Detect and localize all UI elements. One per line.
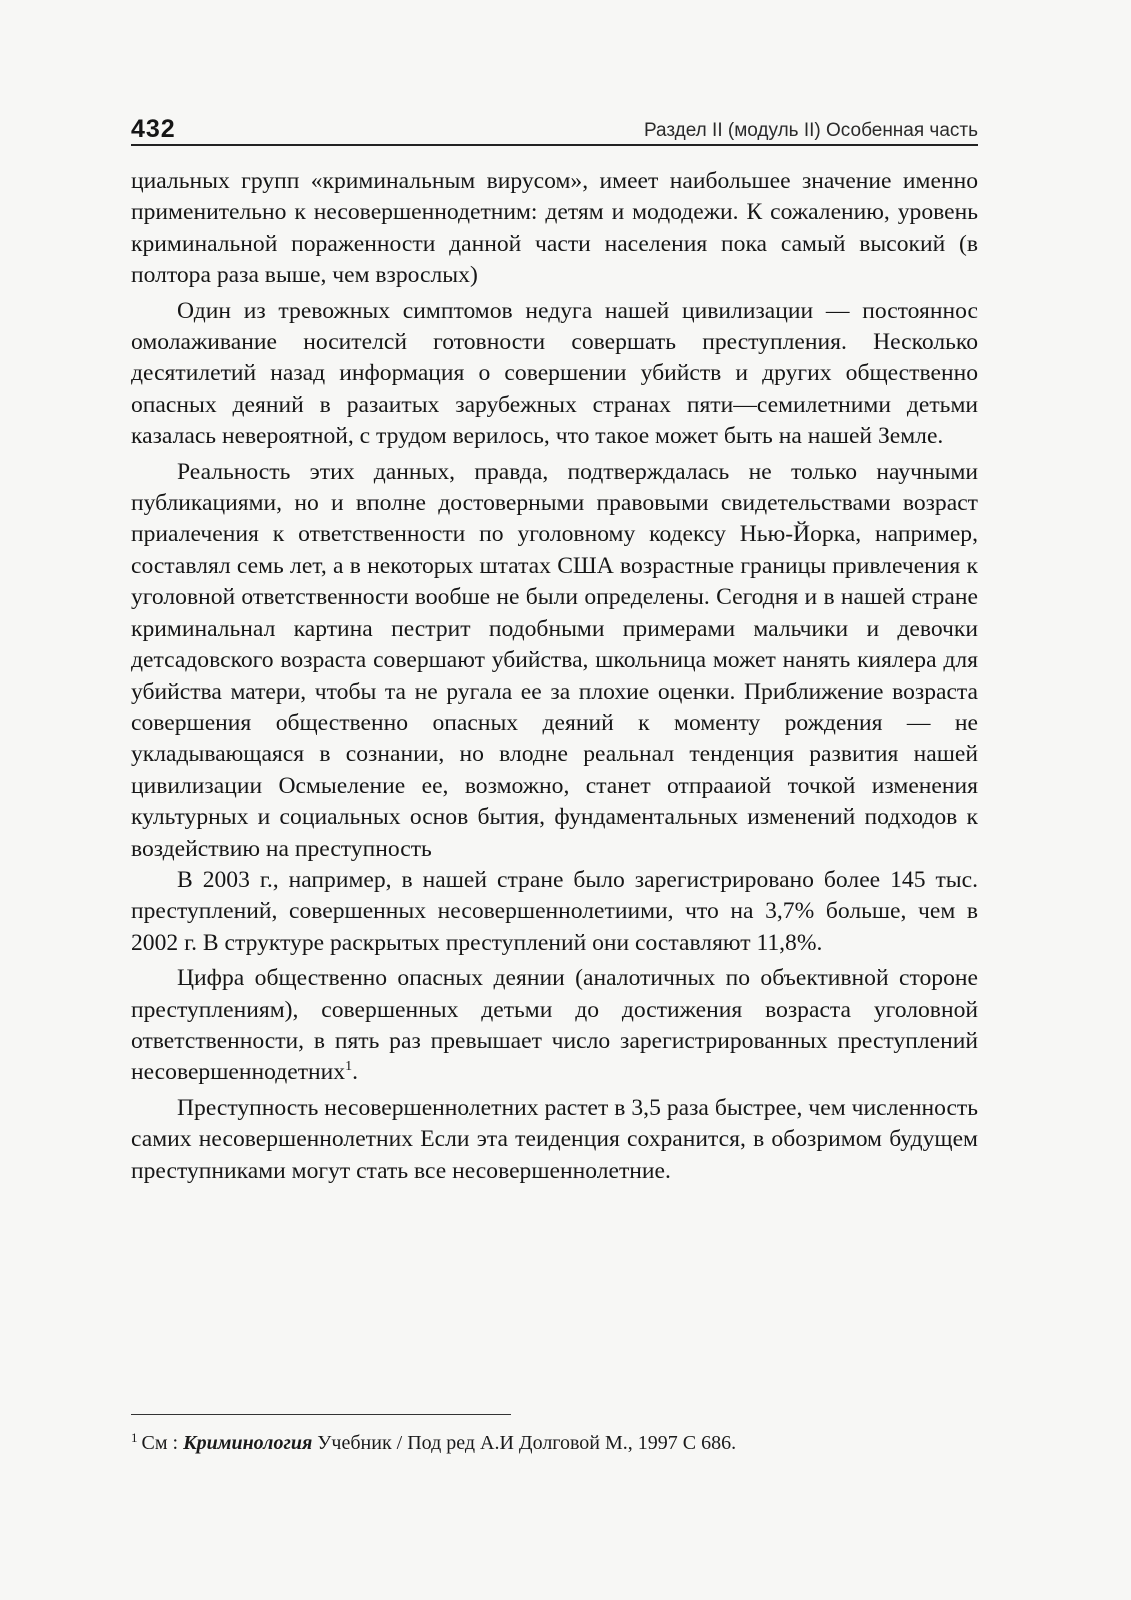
paragraph-6: Преступность несовершеннолетних растет в 3,5 раза быстрее, чем численность самих несовершеннолетних Если эта теиденция сохранится, в обозримом будущем преступниками могут стать все несовершеннолетние. [131, 1094, 978, 1184]
footnote-citation: Учебник / Под ред А.И Долговой М., 1997 С 686. [312, 1432, 737, 1454]
paragraph-4: В 2003 г., например, в нашей стране было зарегистрировано более 145 тыс. преступлений, совершенных несовершеннолетиими, что на 3,7% больше, чем в 2002 г. В структуре раскрытых преступлений они составляют 11,8%. [131, 866, 978, 956]
paragraph-1: циальных групп «криминальным вирусом», имеет наибольшее значение именно применительно к несовершеннодетним: детям и мододежи. К сожалению, уровень криминальной пораженности данной части населения пока самый высокий (в полтора раза выше, чем взрослых) [131, 168, 978, 289]
section-title: Раздел II (модуль II) Особенная часть [643, 120, 978, 141]
footnote-prefix: См : [141, 1432, 179, 1454]
footnote-mark: 1 [131, 1430, 138, 1445]
page [131, 112, 978, 1187]
running-head [131, 112, 978, 146]
footnote [131, 1431, 978, 1455]
paragraph-5: Цифра общественно опасных деянии (аналотичных по объективной стороне преступлениям), совершенных детьми до достижения возраста уголовной ответственности, в пять раз превышает число зарегистрированных преступлений несовершеннодетних$^1$. [131, 965, 978, 1086]
footnote-divider [131, 1414, 511, 1415]
page-number: 432 [131, 115, 176, 143]
paragraph-2: Один из тревожных симптомов недуга нашей цивилизации — постояннос омолаживание носителсй готовности совершать преступления. Несколько десятилетий назад информация о совершении убийств и других общественно опасных деяний в разаитых зарубежных странах пяти—семилетними детьми казалась невероятной, с трудом верилось, что такое может быть на нашей Земле. [131, 297, 978, 450]
paragraph-3: Реальность этих данных, правда, подтверждалась не только научными публикациями, но и вполне достоверными правовыми свидетельствами возраст приалечения к ответственности по уголовному кодексу Нью-Йорка, например, составлял семь лет, а в некоторых штатах США возрастные границы привлечения к уголовной ответственности вообше не были определены. Сегодня и в нашей стране криминальнал картина пестрит подобными примерами мальчики и девочки детсадовского возраста совершают убийства, школьница может нанять киялера для убийства матери, чтобы та не ругала ее за плохие оценки. Приближение возраста совершения общественно опасных деяний к моменту рождения — не укладывающаяся в сознании, но влодне реальнал тенденция развития нашей цивилизации Осмыеление ее, возможно, станет отпраaиой точкой изменения культурных и социальных основ бытия, фундаментальных изменений подходов к воздействию на преступность [131, 458, 978, 862]
footnote-book-title: Криминология [183, 1432, 313, 1454]
paragraph-5-text: Цифра общественно опасных деянии (аналотичных по объективной стороне преступлениям), совершенных детьми до достижения возраста уголовной ответственности, в пять раз превышает число зарегистрированных преступлений несовершеннодетних [131, 965, 978, 1086]
footnote-reference: 1 [345, 1059, 353, 1075]
body-text [131, 166, 978, 1187]
